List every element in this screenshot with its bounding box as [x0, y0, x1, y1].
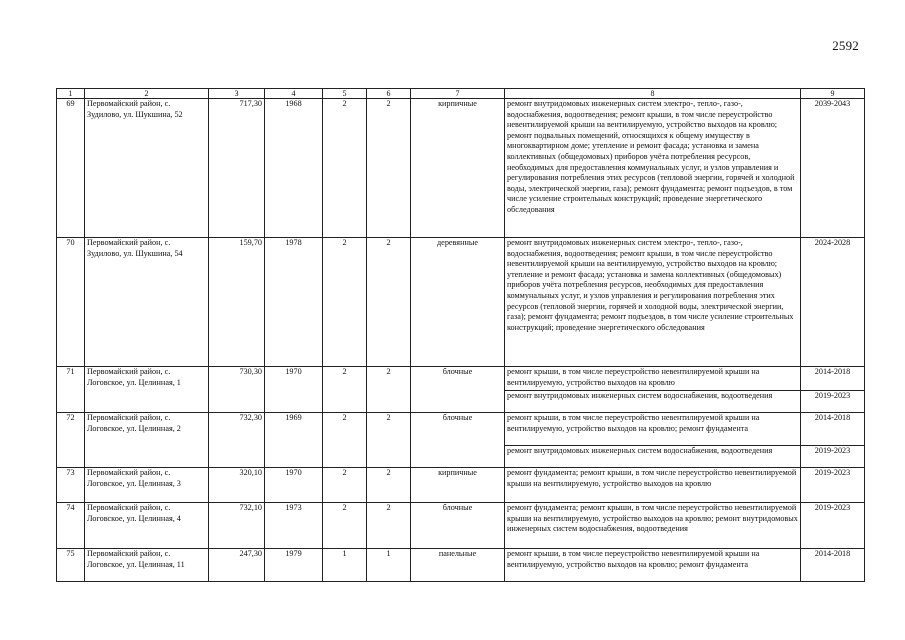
- page-number: 2592: [832, 38, 859, 53]
- record-works: ремонт фундамента; ремонт крыши, в том числе переустройство невентилируемой крыши на вентилируемую, устройство выходов на кровлю; ремонт внутридомовых инженерных систем водоснабжения, водоотведения: [505, 503, 801, 549]
- record-material: блочные: [411, 367, 505, 413]
- record-area: 247,30: [209, 549, 265, 582]
- record-material: кирпичные: [411, 99, 505, 238]
- record-col6: 2: [367, 468, 411, 503]
- record-col6: 1: [367, 549, 411, 582]
- table-row: [57, 367, 865, 391]
- record-address: Первомайский район, с. Логовское, ул. Целинная, 2: [85, 413, 209, 468]
- record-number: 74: [57, 503, 85, 549]
- record-number: 73: [57, 468, 85, 503]
- column-header: 4: [265, 89, 323, 99]
- record-area: 732,10: [209, 503, 265, 549]
- table-row: [57, 413, 865, 446]
- column-header: 8: [505, 89, 801, 99]
- record-number: 70: [57, 238, 85, 367]
- record-period: 2019-2023: [801, 468, 865, 503]
- record-material: блочные: [411, 503, 505, 549]
- record-works: ремонт крыши, в том числе переустройство невентилируемой крыши на вентилируемую, устройство выходов на кровлю; ремонт фундамента: [505, 413, 801, 446]
- record-works: ремонт крыши, в том числе переустройство невентилируемой крыши на вентилируемую, устройство выходов на кровлю: [505, 367, 801, 391]
- record-year: 1969: [265, 413, 323, 468]
- record-area: 159,70: [209, 238, 265, 367]
- record-col6: 2: [367, 367, 411, 413]
- table-row: [57, 503, 865, 549]
- record-works: ремонт внутридомовых инженерных систем электро-, тепло-, газо-, водоснабжения, водоотведения; ремонт крыши, в том числе переустройство невентилируемой крыши на вентилируемую, устройство выходов на кровлю; утепление и ремонт фасада; установка и замена коллективных (общедомовых) приборов учёта потребления ресурсов, необходимых для предоставления коммунальных услуг, и узлов управления и регулирования потребления этих ресурсов (тепловой энергии, горячей и холодной воды, электрической энергии, газа); ремонт фундамента; ремонт подъездов, в том числе усиление строительных конструкций; проведение энергетического обследования: [505, 238, 801, 367]
- record-address: Первомайский район, с. Зудилово, ул. Шукшина, 52: [85, 99, 209, 238]
- column-number-row: [57, 89, 865, 99]
- record-works: ремонт внутридомовых инженерных систем водоснабжения, водоотведения: [505, 391, 801, 413]
- record-col5: 2: [323, 413, 367, 468]
- record-year: 1978: [265, 238, 323, 367]
- record-area: 320,10: [209, 468, 265, 503]
- record-material: панельные: [411, 549, 505, 582]
- record-year: 1970: [265, 367, 323, 413]
- table-row: [57, 549, 865, 582]
- record-works: ремонт внутридомовых инженерных систем водоснабжения, водоотведения: [505, 446, 801, 468]
- record-period: 2024-2028: [801, 238, 865, 367]
- table-row: [57, 238, 865, 367]
- record-area: 732,30: [209, 413, 265, 468]
- record-number: 69: [57, 99, 85, 238]
- record-col5: 2: [323, 468, 367, 503]
- housing-repair-table: [56, 88, 865, 582]
- record-area: 730,30: [209, 367, 265, 413]
- record-period: 2039-2043: [801, 99, 865, 238]
- record-period: 2014-2018: [801, 549, 865, 582]
- record-col5: 1: [323, 549, 367, 582]
- record-col6: 2: [367, 99, 411, 238]
- column-header: 5: [323, 89, 367, 99]
- record-col5: 2: [323, 238, 367, 367]
- record-col5: 2: [323, 503, 367, 549]
- record-year: 1979: [265, 549, 323, 582]
- record-material: деревянные: [411, 238, 505, 367]
- record-number: 75: [57, 549, 85, 582]
- record-period: 2014-2018: [801, 413, 865, 446]
- record-col6: 2: [367, 413, 411, 468]
- record-year: 1973: [265, 503, 323, 549]
- record-works: ремонт внутридомовых инженерных систем электро-, тепло-, газо-, водоснабжения, водоотведения; ремонт крыши, в том числе переустройство невентилируемой крыши на вентилируемую, устройство выходов на кровлю; ремонт подвальных помещений, относящихся к общему имуществу в многоквартирном доме; утепление и ремонт фасада; установка и замена коллективных (общедомовых) приборов учёта потребления ресурсов, необходимых для предоставления коммунальных услуг, и узлов управления и регулирования потребления этих ресурсов (тепловой энергии, горячей и холодной воды, электрической энергии, газа); ремонт фундамента; ремонт подъездов, в том числе усиление строительных конструкций; проведение энергетического обследования: [505, 99, 801, 238]
- table-row: [57, 468, 865, 503]
- record-col5: 2: [323, 367, 367, 413]
- record-address: Первомайский район, с. Логовское, ул. Целинная, 1: [85, 367, 209, 413]
- record-address: Первомайский район, с. Логовское, ул. Целинная, 3: [85, 468, 209, 503]
- record-year: 1968: [265, 99, 323, 238]
- record-number: 71: [57, 367, 85, 413]
- record-area: 717,30: [209, 99, 265, 238]
- record-address: Первомайский район, с. Логовское, ул. Целинная, 11: [85, 549, 209, 582]
- record-period: 2019-2023: [801, 391, 865, 413]
- column-header: 2: [85, 89, 209, 99]
- column-header: 1: [57, 89, 85, 99]
- record-period: 2019-2023: [801, 446, 865, 468]
- record-works: ремонт крыши, в том числе переустройство невентилируемой крыши на вентилируемую, устройство выходов на кровлю; ремонт фундамента: [505, 549, 801, 582]
- record-material: блочные: [411, 413, 505, 468]
- record-year: 1970: [265, 468, 323, 503]
- record-col5: 2: [323, 99, 367, 238]
- column-header: 6: [367, 89, 411, 99]
- record-period: 2014-2018: [801, 367, 865, 391]
- record-works: ремонт фундамента; ремонт крыши, в том числе переустройство невентилируемой крыши на вентилируемую, устройство выходов на кровлю: [505, 468, 801, 503]
- record-material: кирпичные: [411, 468, 505, 503]
- column-header: 7: [411, 89, 505, 99]
- column-header: 3: [209, 89, 265, 99]
- table-row: [57, 99, 865, 238]
- record-col6: 2: [367, 238, 411, 367]
- record-col6: 2: [367, 503, 411, 549]
- record-number: 72: [57, 413, 85, 468]
- column-header: 9: [801, 89, 865, 99]
- record-address: Первомайский район, с. Зудилово, ул. Шукшина, 54: [85, 238, 209, 367]
- record-address: Первомайский район, с. Логовское, ул. Целинная, 4: [85, 503, 209, 549]
- record-period: 2019-2023: [801, 503, 865, 549]
